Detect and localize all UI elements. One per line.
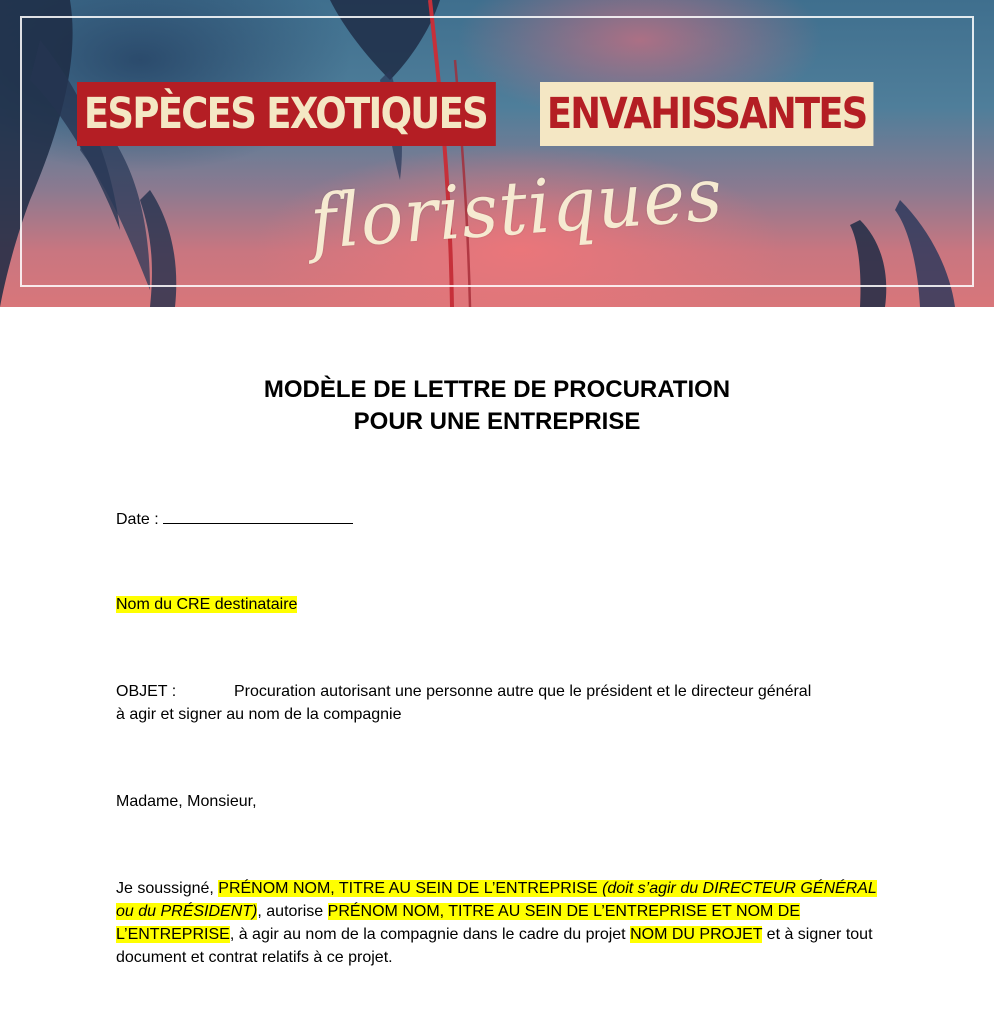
date-blank-field [163,507,353,524]
paragraph-text-2: , autorise [257,903,328,920]
salutation: Madame, Monsieur, [116,793,257,810]
banner-subtitle-script: floristiques [307,151,726,267]
banner-title-part1: ESPÈCES EXOTIQUES [77,82,496,146]
document-title [0,374,994,438]
delegate-placeholder: PRÉNOM NOM, TITRE AU SEIN DE L’ENTREPRISE ET NOM DE L’ENTREPRISE [116,903,801,943]
recipient-name: Nom du CRE destinataire [116,596,298,613]
signatory-note: (doit s’agir du DIRECTEUR GÉNÉRAL ou du PRÉSIDENT) [116,880,877,920]
objet-text-line2: à agir et signer au nom de la compagnie [116,706,402,723]
objet-label: OBJET : [116,683,177,700]
paragraph-text-4: et à signer tout document et contrat relatifs à ce projet. [116,926,873,966]
signatory-placeholder: PRÉNOM NOM, TITRE AU SEIN DE L’ENTREPRISE (doit s’agir du DIRECTEUR GÉNÉRAL ou du PRÉSIDENT) [116,880,877,920]
document-title-line1: MODÈLE DE LETTRE DE PROCURATION [263,376,731,403]
header-banner [0,0,994,307]
recipient-line [116,593,886,616]
date-label: Date : [116,511,159,528]
document-title-line2: POUR UNE ENTREPRISE [353,408,641,435]
objet-text-line1: Procuration autorisant une personne autre que le président et le directeur général [234,683,812,700]
date-line [116,507,886,531]
project-name-placeholder: NOM DU PROJET [630,926,763,943]
paragraph-text-1: Je soussigné, [116,880,219,897]
objet-block [116,680,886,726]
paragraph-text-3: , à agir au nom de la compagnie dans le cadre du projet [229,926,631,943]
body-paragraph [116,877,886,969]
banner-title-part2: ENVAHISSANTES [540,82,873,146]
